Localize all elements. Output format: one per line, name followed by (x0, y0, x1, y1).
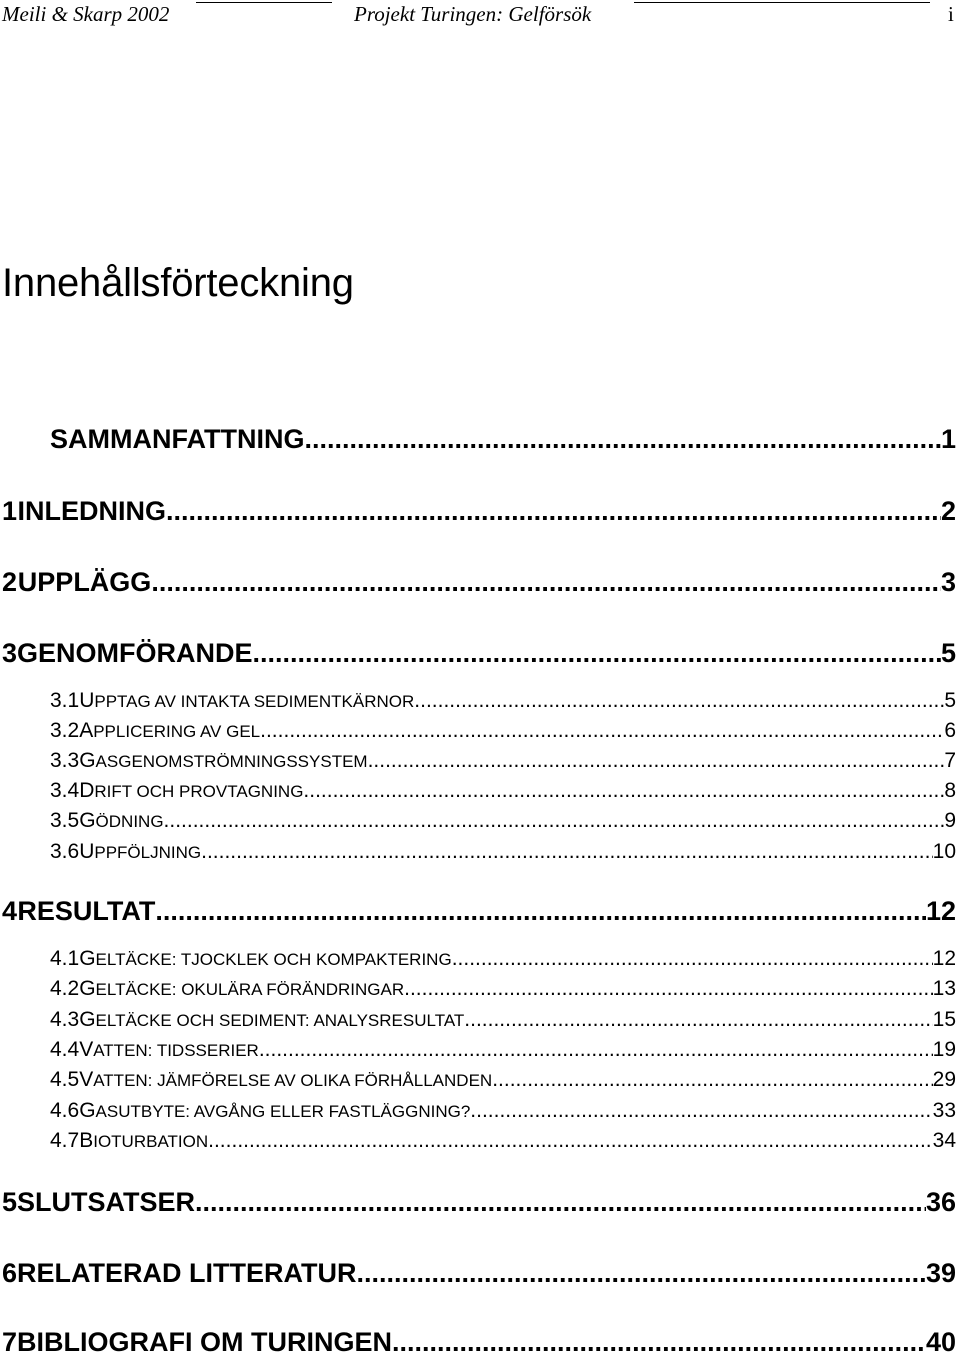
toc-subentry[interactable] (50, 1008, 956, 1036)
toc-leader-dots (195, 1187, 926, 1218)
toc-entry-title: VATTEN: JÄMFÖRELSE AV OLIKA FÖRHÅLLANDEN (79, 1068, 493, 1091)
toc-entry-page: 5 (944, 689, 956, 712)
toc-entry-number: 5 (2, 1187, 18, 1217)
toc-leader-dots (164, 809, 945, 833)
toc-subentry[interactable] (50, 719, 956, 747)
toc-entry-page: 12 (925, 896, 956, 926)
toc-entry-number: 4.2 (50, 977, 80, 1000)
toc-entry-number: 3.5 (50, 809, 80, 832)
toc-entry-number: 4.7 (50, 1129, 80, 1152)
toc-entry-number: 3 (2, 638, 18, 668)
toc-leader-dots (259, 1038, 933, 1062)
toc-leader-dots (470, 1099, 932, 1123)
toc-entry-number: 3.6 (50, 840, 80, 863)
toc-entry-page: 9 (944, 809, 956, 832)
toc-entry-number: 4.1 (50, 947, 80, 970)
toc-entry-page: 12 (932, 947, 956, 970)
toc-subentry[interactable] (50, 779, 956, 807)
toc-entry-title: BIOTURBATION (79, 1129, 209, 1152)
toc-entry-title: SAMMANFATTNING (50, 424, 305, 454)
toc-entry-page: 29 (932, 1068, 956, 1091)
toc-entry-title: DRIFT OCH PROVTAGNING (79, 779, 304, 802)
toc-entry[interactable] (2, 496, 956, 530)
toc-entry-number: 3.2 (50, 719, 80, 742)
toc-leader-dots (208, 1129, 933, 1153)
toc-entry[interactable] (2, 567, 956, 601)
header-rule-right (634, 2, 930, 3)
toc-leader-dots (392, 1327, 926, 1358)
toc-entry-title: GELTÄCKE OCH SEDIMENT: ANALYSRESULTAT (79, 1008, 465, 1031)
toc-entry-number: 4.5 (50, 1068, 80, 1091)
toc-entry-page: 1 (940, 424, 956, 454)
toc-subentry[interactable] (50, 1129, 956, 1157)
toc-entry-page: 5 (940, 638, 956, 668)
toc-leader-dots (166, 496, 941, 527)
toc-entry-title: UPPTAG AV INTAKTA SEDIMENTKÄRNOR (79, 689, 415, 712)
toc-entry-title: GENOMFÖRANDE (17, 638, 253, 668)
toc-entry-title: INLEDNING (17, 496, 166, 526)
toc-entry-page: 8 (944, 779, 956, 802)
toc-entry-number: 1 (2, 496, 18, 526)
toc-entry[interactable] (50, 424, 956, 458)
toc-entry-title: SLUTSATSER (17, 1187, 196, 1217)
toc-leader-dots (155, 896, 926, 927)
toc-entry-title: RESULTAT (17, 896, 156, 926)
toc-subentry[interactable] (50, 947, 956, 975)
toc-subentry[interactable] (50, 977, 956, 1005)
toc-entry-title: RELATERAD LITTERATUR (17, 1258, 357, 1288)
toc-entry-number: 4.6 (50, 1099, 80, 1122)
toc-entry[interactable] (2, 638, 956, 672)
toc-subentry[interactable] (50, 1099, 956, 1127)
toc-leader-dots (414, 689, 944, 713)
toc-entry-page: 33 (932, 1099, 956, 1122)
toc-entry-title: UPPLÄGG (17, 567, 152, 597)
toc-entry-page: 36 (925, 1187, 956, 1217)
toc-entry-title: GASUTBYTE: AVGÅNG ELLER FASTLÄGGNING? (79, 1099, 471, 1122)
toc-entry-title: GASGENOMSTRÖMNINGSSYSTEM (79, 749, 368, 772)
toc-entry[interactable] (2, 896, 956, 930)
toc-entry[interactable] (2, 1258, 956, 1292)
toc-entry-page: 15 (932, 1008, 956, 1031)
toc-title: Innehållsförteckning (2, 261, 354, 305)
header-page-number: i (948, 2, 954, 26)
toc-entry-page: 19 (932, 1038, 956, 1061)
toc-entry-page: 39 (925, 1258, 956, 1288)
toc-entry-page: 6 (944, 719, 956, 742)
toc-entry-page: 13 (932, 977, 956, 1000)
toc-entry-number: 4.3 (50, 1008, 80, 1031)
toc-entry[interactable] (2, 1327, 956, 1361)
toc-leader-dots (492, 1068, 932, 1092)
toc-leader-dots (253, 638, 941, 669)
toc-leader-dots (464, 1008, 932, 1032)
toc-entry-title: GELTÄCKE: TJOCKLEK OCH KOMPAKTERING (79, 947, 452, 970)
header-project-title: Projekt Turingen: Gelförsök (354, 2, 592, 26)
toc-entry-number: 3.1 (50, 689, 80, 712)
toc-subentry[interactable] (50, 1068, 956, 1096)
toc-leader-dots (260, 719, 944, 743)
toc-subentry[interactable] (50, 689, 956, 717)
toc-subentry[interactable] (50, 809, 956, 837)
toc-leader-dots (304, 424, 940, 455)
toc-subentry[interactable] (50, 749, 956, 777)
toc-leader-dots (452, 947, 933, 971)
toc-entry-number: 2 (2, 567, 18, 597)
toc-entry-page: 34 (932, 1129, 956, 1152)
toc-entry-title: UPPFÖLJNING (79, 840, 202, 863)
toc-entry-number: 3.3 (50, 749, 80, 772)
toc-entry-number: 7 (2, 1327, 18, 1357)
running-header (0, 0, 960, 30)
toc-entry-title: GÖDNING (79, 809, 164, 832)
toc-entry-page: 3 (940, 567, 956, 597)
toc-entry-number: 3.4 (50, 779, 80, 802)
toc-entry-page: 7 (944, 749, 956, 772)
toc-entry-title: VATTEN: TIDSSERIER (79, 1038, 259, 1061)
toc-entry-number: 6 (2, 1258, 18, 1288)
toc-entry[interactable] (2, 1187, 956, 1221)
toc-entry-title: APPLICERING AV GEL (79, 719, 261, 742)
toc-entry-page: 10 (932, 840, 956, 863)
toc-entry-number: 4 (2, 896, 18, 926)
toc-leader-dots (201, 840, 933, 864)
toc-entry-title: BIBLIOGRAFI OM TURINGEN (17, 1327, 393, 1357)
toc-leader-dots (151, 567, 941, 598)
toc-entry-number: 4.4 (50, 1038, 80, 1061)
toc-subentry[interactable] (50, 840, 956, 868)
header-rule-left (196, 2, 332, 3)
toc-entry-page: 40 (925, 1327, 956, 1357)
toc-leader-dots (357, 1258, 926, 1289)
toc-entry-page: 2 (940, 496, 956, 526)
toc-entry-title: GELTÄCKE: OKULÄRA FÖRÄNDRINGAR (79, 977, 405, 1000)
header-authors: Meili & Skarp 2002 (2, 2, 170, 26)
toc-subentry[interactable] (50, 1038, 956, 1066)
toc-leader-dots (368, 749, 945, 773)
toc-leader-dots (303, 779, 944, 803)
toc-leader-dots (404, 977, 933, 1001)
